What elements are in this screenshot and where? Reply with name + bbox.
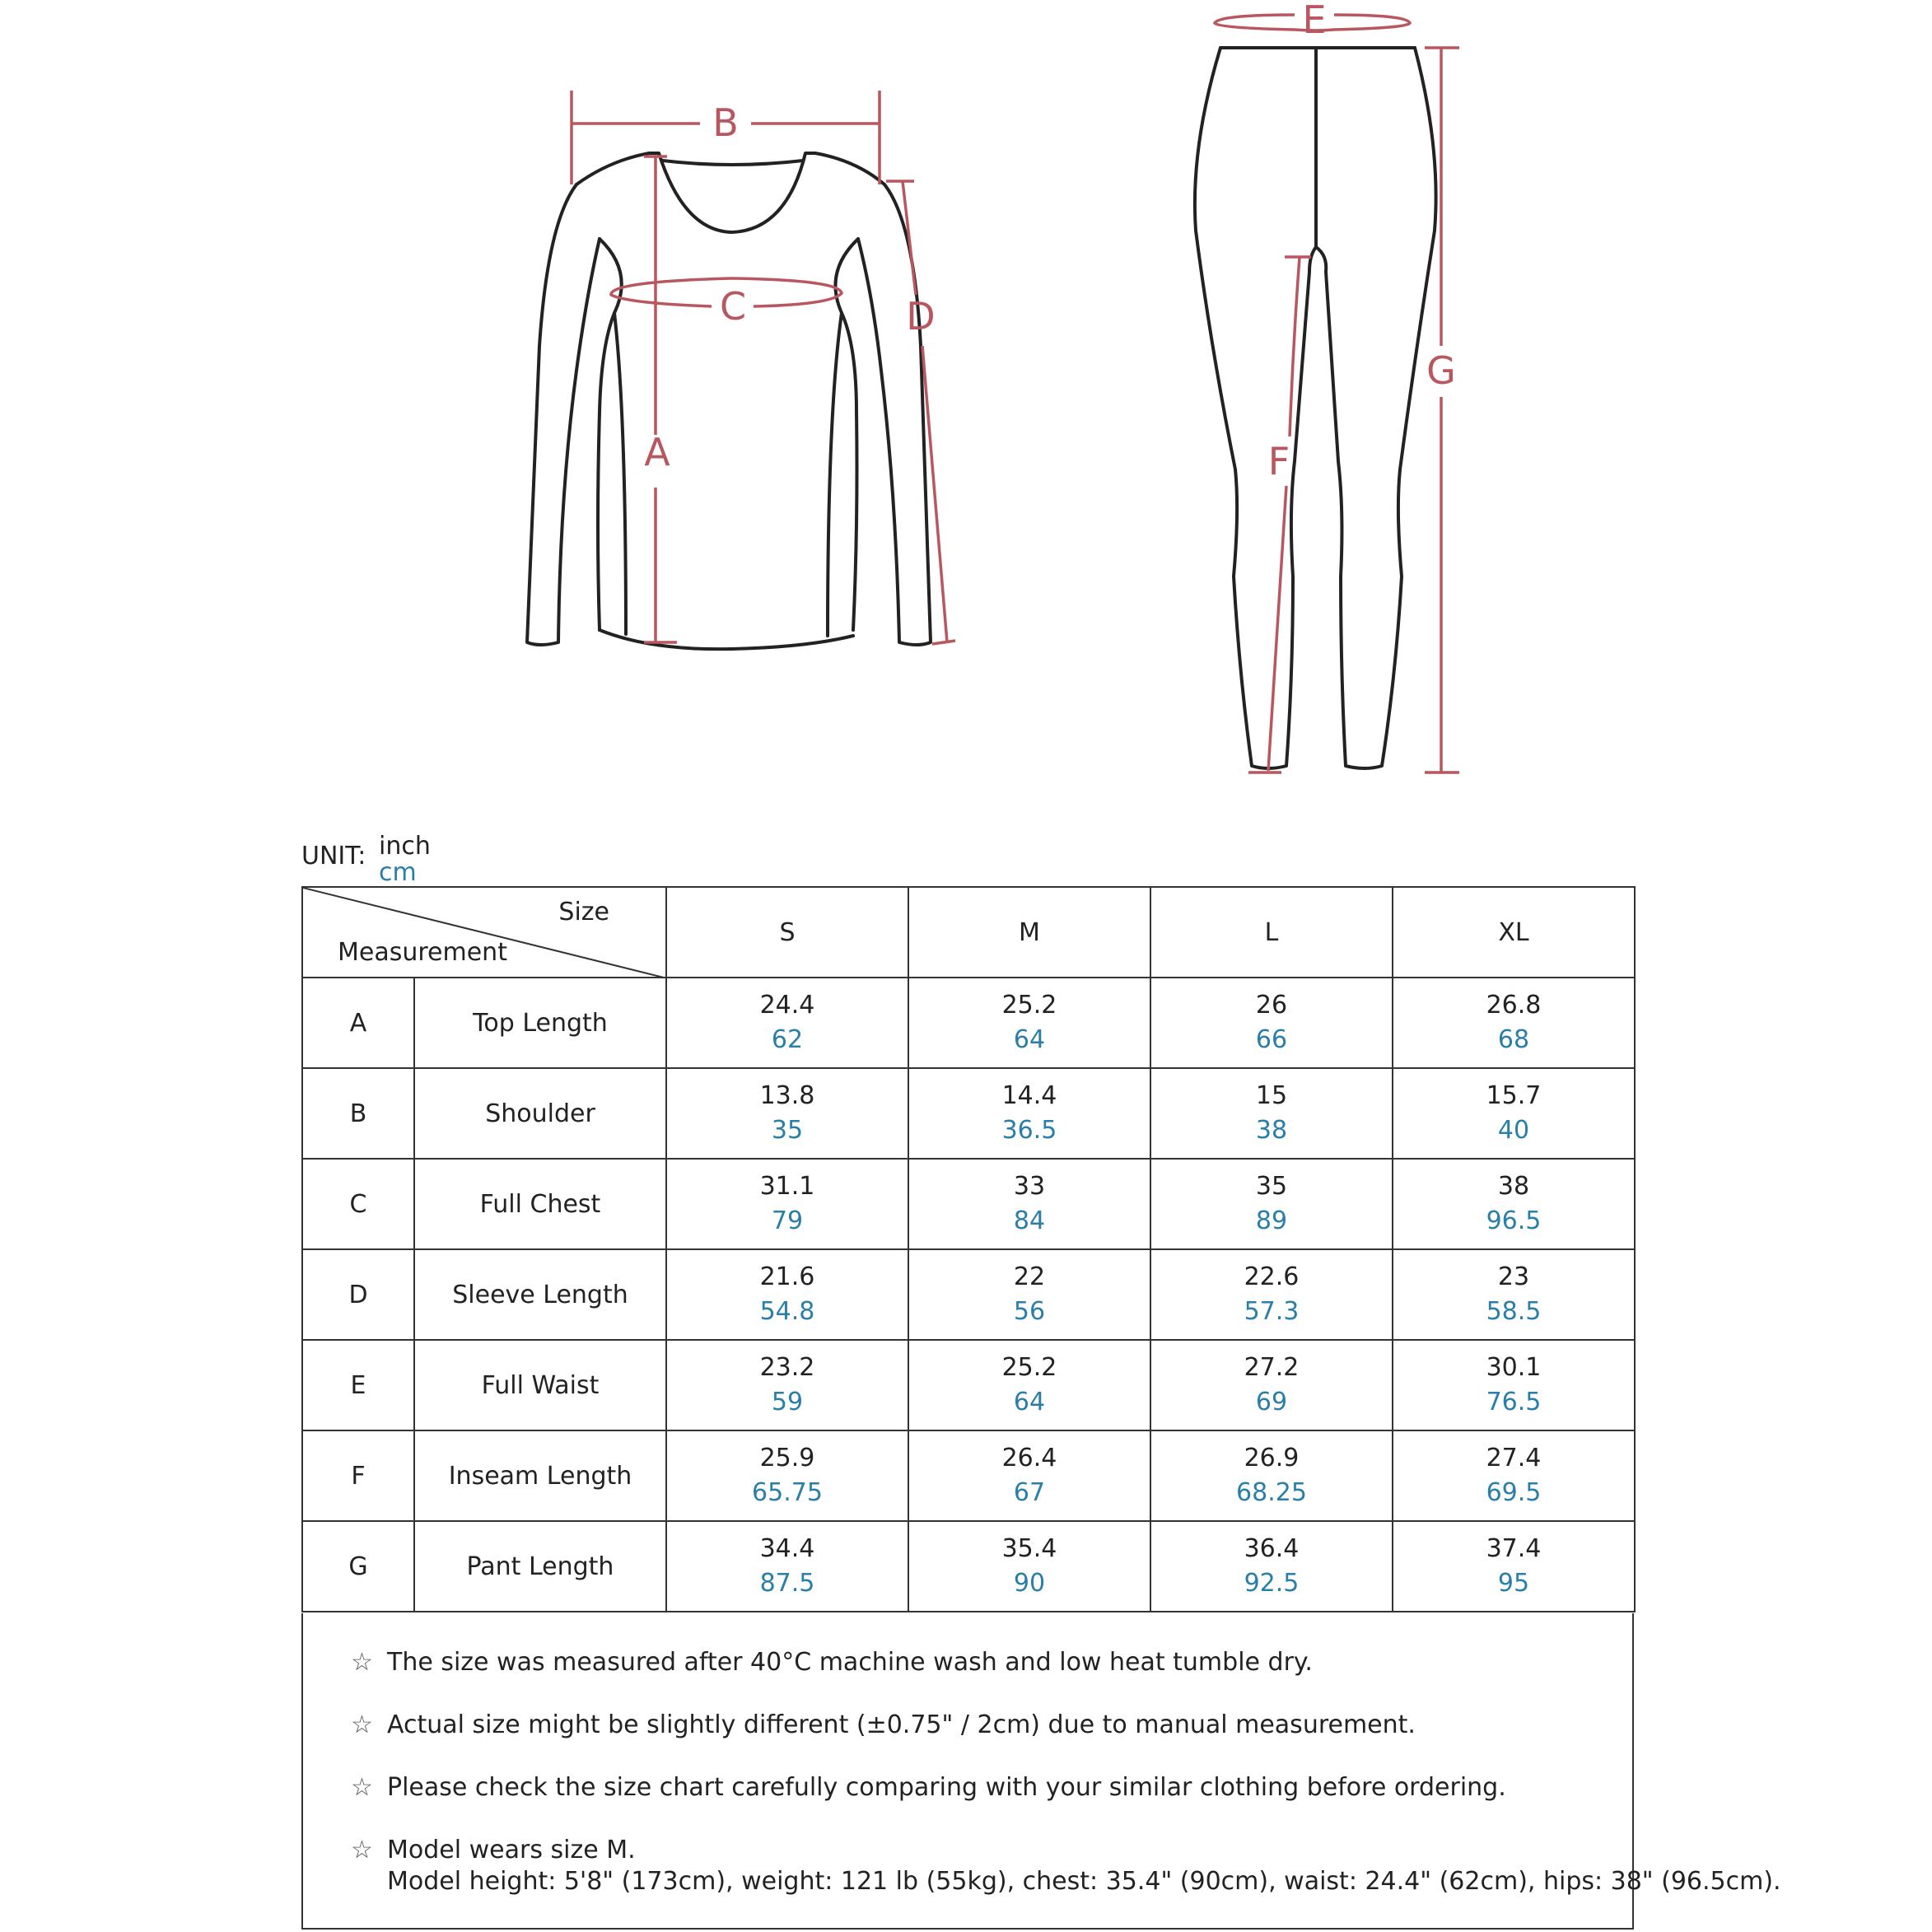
measurement-name: Inseam Length [414,1430,666,1521]
size-value-cell [1393,1340,1635,1430]
note-item [351,1773,1506,1802]
inch-value: 35.4 [1001,1534,1057,1563]
cm-value: 68.25 [1236,1478,1307,1507]
measurement-name: Full Chest [414,1159,666,1249]
note-text: Actual size might be slightly different (±0.75" / 2cm) due to manual measurement. [387,1710,1416,1739]
inch-value: 15 [1255,1081,1288,1110]
note-item [351,1648,1313,1677]
measurement-code: B [302,1068,414,1159]
inch-value: 31.1 [759,1172,815,1201]
unit-cm: cm [379,858,417,887]
inch-value: 26.4 [1001,1444,1057,1472]
model-details: Model height: 5'8" (173cm), weight: 121 lb (55kg), chest: 35.4" (90cm), waist: 24.4" (62cm), hips: 38" (96.5cm). [387,1867,1781,1896]
size-value-cell [1393,1430,1635,1521]
cm-value: 96.5 [1486,1206,1542,1235]
cm-value: 36.5 [1001,1116,1057,1145]
size-value-cell [1393,978,1635,1068]
size-value-cell [908,1430,1150,1521]
size-value-cell [666,978,908,1068]
unit-inch: inch [379,832,431,861]
inch-value: 35 [1255,1172,1288,1201]
size-value-cell [1150,1521,1393,1612]
inch-value: 25.2 [1001,1353,1057,1382]
size-table [301,886,1636,1612]
note-text: The size was measured after 40°C machine wash and low heat tumble dry. [387,1648,1313,1677]
measurement-code: E [302,1340,414,1430]
size-col-xl: XL [1393,887,1635,978]
size-value-cell [908,1159,1150,1249]
dim-label-f: F [1267,439,1290,483]
measurement-code: C [302,1159,414,1249]
cm-value: 90 [1013,1569,1046,1598]
cm-value: 68 [1497,1025,1530,1054]
star-icon: ☆ [351,1836,373,1864]
inch-value: 13.8 [759,1081,815,1110]
top-outline [527,153,931,649]
pants-outline [1195,48,1436,768]
cm-value: 56 [1013,1297,1046,1326]
garment-diagram [0,0,1932,807]
size-value-cell [908,1521,1150,1612]
cm-value: 66 [1255,1025,1288,1054]
inch-value: 30.1 [1486,1353,1542,1382]
star-icon: ☆ [351,1648,373,1677]
measurement-code: A [302,978,414,1068]
star-icon: ☆ [351,1710,373,1739]
size-value-cell [908,1340,1150,1430]
cm-value: 64 [1013,1025,1046,1054]
table-row [302,1521,1635,1612]
measurement-name: Pant Length [414,1521,666,1612]
size-value-cell [908,978,1150,1068]
star-icon: ☆ [351,1773,373,1802]
inch-value: 26 [1255,991,1288,1020]
inch-value: 33 [1013,1172,1046,1201]
notes-box [301,1613,1781,1930]
inch-value: 22 [1013,1262,1046,1291]
inch-value: 23 [1497,1262,1530,1291]
inch-value: 21.6 [759,1262,815,1291]
cm-value: 69 [1255,1388,1288,1416]
cm-value: 64 [1013,1388,1046,1416]
size-value-cell [1150,1068,1393,1159]
inch-value: 34.4 [759,1534,815,1563]
size-table-body [302,978,1635,1612]
cm-value: 58.5 [1486,1297,1542,1326]
inch-value: 22.6 [1244,1262,1300,1291]
size-header-row [302,887,1635,978]
cm-value: 59 [771,1388,804,1416]
inch-value: 26.9 [1244,1444,1300,1472]
size-col-l: L [1150,887,1393,978]
dim-label-e: E [1302,0,1327,42]
cm-value: 54.8 [759,1297,815,1326]
table-row [302,1068,1635,1159]
dim-label-c: C [719,284,747,329]
inch-value: 25.2 [1001,991,1057,1020]
cm-value: 87.5 [759,1569,815,1598]
inch-value: 23.2 [759,1353,815,1382]
size-value-cell [666,1249,908,1340]
inch-value: 27.4 [1486,1444,1542,1472]
size-col-m: M [908,887,1150,978]
note-item [351,1836,636,1864]
measurement-name: Sleeve Length [414,1249,666,1340]
inch-value: 38 [1497,1172,1530,1201]
table-row [302,1159,1635,1249]
size-value-cell [1393,1249,1635,1340]
note-text: Model wears size M. [387,1836,636,1864]
inch-value: 36.4 [1244,1534,1300,1563]
cm-value: 69.5 [1486,1478,1542,1507]
cm-value: 84 [1013,1206,1046,1235]
dim-label-g: G [1426,348,1456,393]
size-value-cell [908,1249,1150,1340]
inch-value: 37.4 [1486,1534,1542,1563]
size-value-cell [1393,1068,1635,1159]
note-text: Please check the size chart carefully comparing with your similar clothing before ordering. [387,1773,1506,1802]
cm-value: 62 [771,1025,804,1054]
size-value-cell [1150,1340,1393,1430]
measurement-code: F [302,1430,414,1521]
dim-label-a: A [644,430,670,474]
inch-value: 14.4 [1001,1081,1057,1110]
measurement-code: D [302,1249,414,1340]
measurement-name: Full Waist [414,1340,666,1430]
table-row [302,978,1635,1068]
inch-value: 15.7 [1486,1081,1542,1110]
table-row [302,1430,1635,1521]
cm-value: 92.5 [1244,1569,1300,1598]
size-value-cell [666,1340,908,1430]
table-row [302,1340,1635,1430]
size-value-cell [1150,978,1393,1068]
inch-value: 26.8 [1486,991,1542,1020]
cm-value: 57.3 [1244,1297,1300,1326]
header-size-label: Size [558,898,609,926]
cm-value: 67 [1013,1478,1046,1507]
size-col-s: S [666,887,908,978]
dim-label-b: B [712,100,739,145]
inch-value: 24.4 [759,991,815,1020]
dimension-lines [572,15,1459,772]
cm-value: 79 [771,1206,804,1235]
size-value-cell [1150,1159,1393,1249]
cm-value: 95 [1497,1569,1530,1598]
cm-value: 38 [1255,1116,1288,1145]
size-value-cell [1393,1159,1635,1249]
size-value-cell [666,1521,908,1612]
cm-value: 35 [771,1116,804,1145]
size-value-cell [908,1068,1150,1159]
measurement-name: Top Length [414,978,666,1068]
size-value-cell [1150,1249,1393,1340]
cm-value: 89 [1255,1206,1288,1235]
table-row [302,1249,1635,1340]
note-item [351,1710,1416,1739]
cm-value: 65.75 [752,1478,823,1507]
size-value-cell [1393,1521,1635,1612]
dim-label-d: D [906,294,936,338]
cm-value: 40 [1497,1116,1530,1145]
unit-label: UNIT: [301,842,366,870]
size-value-cell [666,1159,908,1249]
header-corner [302,887,666,978]
cm-value: 76.5 [1486,1388,1542,1416]
size-value-cell [666,1068,908,1159]
size-value-cell [1150,1430,1393,1521]
inch-value: 27.2 [1244,1353,1300,1382]
inch-value: 25.9 [759,1444,815,1472]
header-measurement-label: Measurement [338,938,507,967]
measurement-name: Shoulder [414,1068,666,1159]
measurement-code: G [302,1521,414,1612]
size-value-cell [666,1430,908,1521]
